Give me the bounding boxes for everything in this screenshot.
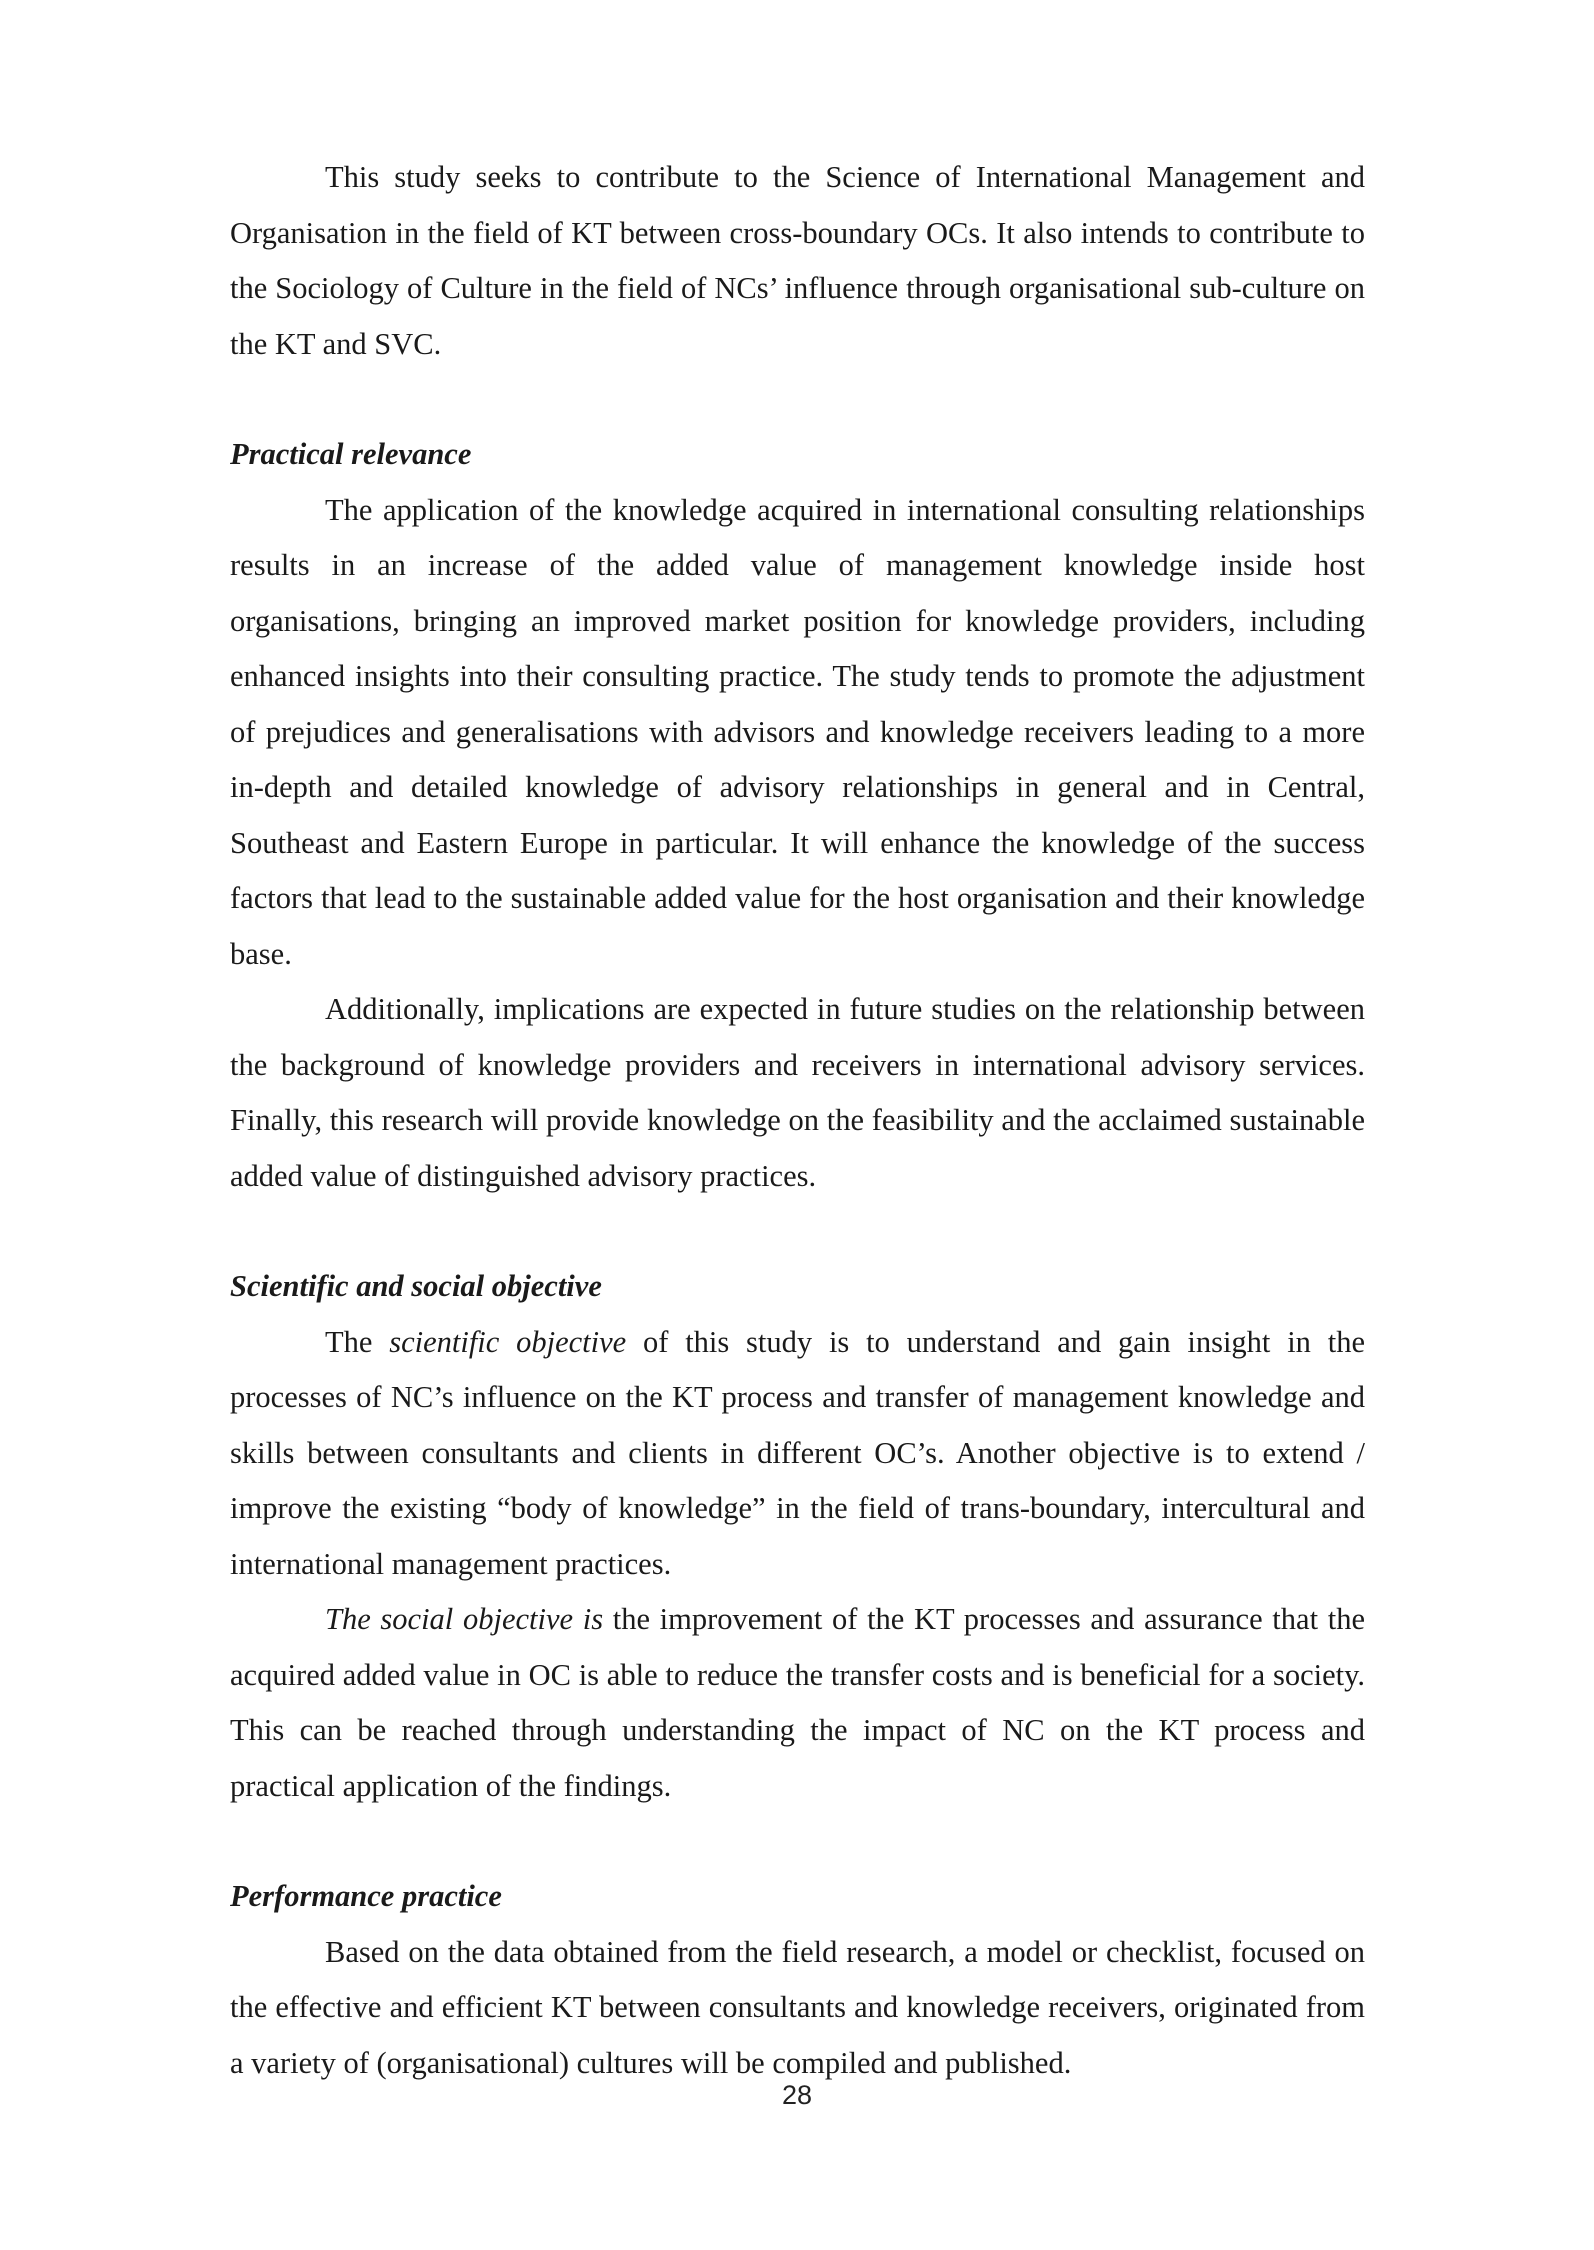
heading-scientific-social-objective: Scientific and social objective <box>230 1269 602 1303</box>
section-gap <box>230 1204 1365 1259</box>
practical-relevance-paragraph-2: Additionally, implications are expected in future studies on the relationship between the background of knowledge providers and receivers in international advisory services. Finally, this research will provide knowledge on the feasibility and the acclaimed sustainable added value of distinguished advisory practices. <box>230 992 1365 1193</box>
heading-performance-practice: Performance practice <box>230 1879 502 1913</box>
page-number: 28 <box>781 2080 813 2110</box>
social-objective-text: the improvement of the KT processes and assurance that the acquired added value in OC is able to reduce the transfer costs and is beneficial for a society. This can be reached through understanding the impact of NC on the KT process and practical application of the findings. <box>230 1602 1365 1803</box>
practical-relevance-paragraph-1: The application of the knowledge acquired in international consulting relationships results in an increase of the added value of management knowledge inside host organisations, bringing an improved market position for knowledge providers, including enhanced insights into their consulting practice. The study tends to promote the adjustment of prejudices and generalisations with advisors and knowledge receivers leading to a more in-depth and detailed knowledge of advisory relationships in general and in Central, Southeast and Eastern Europe in particular. It will enhance the knowledge of the success factors that lead to the sustainable added value for the host organisation and their knowledge base. <box>230 492 1365 971</box>
scientific-objective-text: of this study is to understand and gain insight in the processes of NC’s influence on the KT process and transfer of management knowledge and skills between consultants and clients in different OC’s. Another objective is to extend / improve the existing “body of knowledge” in the field of trans-boundary, intercultural and international management practices. <box>230 1324 1365 1581</box>
scientific-objective-emphasis: scientific objective <box>389 1324 627 1359</box>
intro-paragraph: This study seeks to contribute to the Science of International Management and Organisation in the field of KT between cross-boundary OCs. It also intends to contribute to the Sociology of Culture in the field of NCs’ influence through organisational sub-culture on the KT and SVC. <box>230 160 1365 361</box>
performance-practice-paragraph: Based on the data obtained from the field research, a model or checklist, focused on the effective and efficient KT between consultants and knowledge receivers, originated from a variety of (organisational) cultures will be compiled and published. <box>230 1934 1365 2080</box>
page-body <box>230 150 1365 2091</box>
scientific-objective-paragraph <box>230 1315 1365 1593</box>
social-objective-paragraph <box>230 1592 1365 1814</box>
heading-practical-relevance: Practical relevance <box>230 437 472 471</box>
section-gap <box>230 372 1365 427</box>
social-objective-emphasis: The social objective is <box>325 1602 604 1636</box>
scientific-objective-lead: The <box>325 1324 390 1359</box>
section-gap <box>230 1814 1365 1869</box>
